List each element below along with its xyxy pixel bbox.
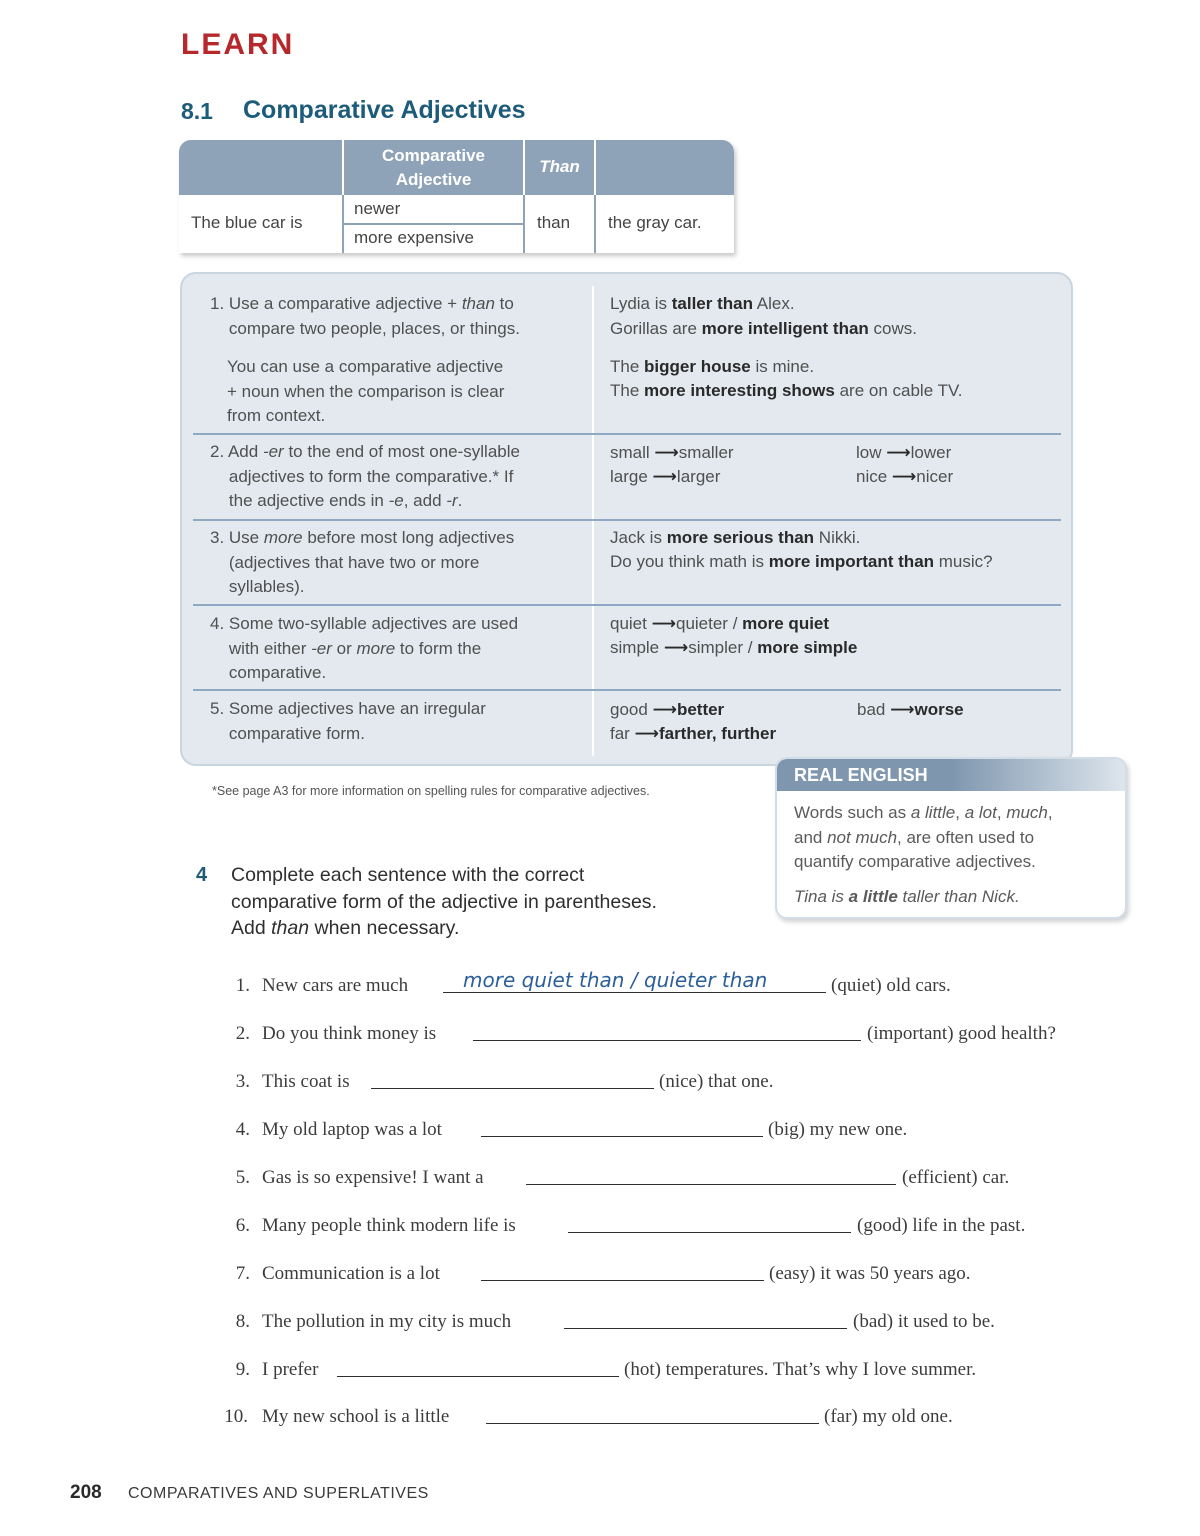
real-english-title: REAL ENGLISH [794, 765, 928, 785]
item-text-before: I prefer [262, 1359, 319, 1380]
chart-comparative-2: more expensive [354, 228, 475, 247]
answer-blank-9[interactable] [337, 1376, 619, 1377]
chart-object: the gray car. [608, 213, 702, 232]
chart-header-comparative: Comparative Adjective [382, 146, 485, 189]
item-number: 1. [235, 975, 250, 996]
rule-2: 2. Add -er to the end of most one-syllable adjectives to form the comparative.* If the adjective ends in -e, add -r. [210, 442, 520, 510]
answer-blank-10[interactable] [486, 1423, 819, 1424]
example-2-small: small ⟶smaller [610, 443, 734, 463]
item-text-after: (nice) that one. [659, 1071, 774, 1092]
section-title: Comparative Adjectives [243, 96, 526, 124]
answer-blank-6[interactable] [568, 1232, 851, 1233]
rule-1: 1. Use a comparative adjective + than to compare two people, places, or things. [210, 294, 520, 338]
item-text-before: Gas is so expensive! I want a [262, 1167, 484, 1188]
example-2-large: large ⟶larger [610, 467, 721, 487]
rule-1b: You can use a comparative adjective + noun when the comparison is clear from context. [227, 357, 505, 425]
rule-4: 4. Some two-syllable adjectives are used with either -er or more to form the comparative. [210, 614, 519, 682]
item-number: 7. [235, 1263, 250, 1284]
rule-3: 3. Use more before most long adjectives (adjectives that have two or more syllables). [210, 528, 515, 596]
exercise-number: 4 [196, 864, 208, 886]
item-number: 3. [235, 1071, 250, 1092]
item-text-before: My old laptop was a lot [262, 1119, 442, 1140]
example-1c: The bigger house is mine. [610, 357, 815, 376]
example-1d: The more interesting shows are on cable TV. [610, 381, 963, 400]
answer-blank-5[interactable] [526, 1184, 896, 1185]
item-text-before: Communication is a lot [262, 1263, 440, 1284]
rule-5: 5. Some adjectives have an irregular comparative form. [210, 699, 486, 743]
item-number: 2. [235, 1023, 250, 1044]
item-text-before: Do you think money is [262, 1023, 437, 1044]
item-text-after: (quiet) old cars. [831, 975, 951, 996]
item-text-before: Many people think modern life is [262, 1215, 516, 1236]
section-number: 8.1 [181, 98, 213, 124]
item-text-after: (easy) it was 50 years ago. [769, 1263, 971, 1284]
example-1b: Gorillas are more intelligent than cows. [610, 319, 918, 338]
example-2-nice: nice ⟶nicer [856, 467, 954, 487]
answer-blank-1[interactable] [443, 992, 826, 993]
item-text-before: This coat is [262, 1071, 350, 1092]
item-text-after: (hot) temperatures. That’s why I love summer. [624, 1359, 977, 1380]
exercise-instructions: Complete each sentence with the correct comparative form of the adjective in parentheses. Add than when necessary. [231, 864, 657, 939]
answer-handwritten-1: more quiet than / quieter than [463, 968, 768, 992]
item-text-before: New cars are much [262, 975, 409, 996]
answer-blank-4[interactable] [481, 1136, 763, 1137]
example-4-simple: simple ⟶simpler / more simple [610, 638, 858, 658]
page-section-title: COMPARATIVES AND SUPERLATIVES [128, 1485, 429, 1502]
example-5-far: far ⟶farther, further [610, 724, 777, 744]
chart-than: than [537, 213, 571, 232]
answer-blank-2[interactable] [473, 1040, 861, 1041]
item-text-after: (efficient) car. [902, 1167, 1010, 1188]
answer-blank-3[interactable] [371, 1088, 654, 1089]
learn-heading: LEARN [181, 28, 295, 61]
item-text-before: The pollution in my city is much [262, 1311, 512, 1332]
grammar-notes-box [180, 272, 1073, 766]
example-5-bad: bad ⟶worse [857, 700, 964, 720]
real-english-text: Words such as a little, a lot, much, and not much, are often used to quantify comparative adjectives. [794, 803, 1053, 871]
example-4-quiet: quiet ⟶quieter / more quiet [610, 614, 830, 634]
grammar-chart [179, 140, 734, 253]
example-3a: Jack is more serious than Nikki. [610, 528, 861, 547]
item-text-after: (good) life in the past. [857, 1215, 1026, 1236]
item-number: 9. [235, 1359, 250, 1380]
chart-comparative-1: newer [354, 199, 401, 218]
real-english-example: Tina is a little taller than Nick. [794, 887, 1020, 906]
item-text-after: (bad) it used to be. [853, 1311, 995, 1332]
item-text-after: (important) good health? [867, 1023, 1056, 1044]
example-2-low: low ⟶lower [856, 443, 952, 463]
page-number: 208 [70, 1482, 102, 1503]
example-5-good: good ⟶better [610, 700, 725, 720]
item-number: 4. [235, 1119, 250, 1140]
item-number: 8. [235, 1311, 250, 1332]
item-text-after: (far) my old one. [824, 1406, 953, 1427]
item-number: 10. [224, 1406, 248, 1427]
answer-blank-7[interactable] [481, 1280, 764, 1281]
item-number: 5. [235, 1167, 250, 1188]
chart-subject: The blue car is [191, 213, 303, 232]
example-3b: Do you think math is more important than music? [610, 552, 993, 571]
item-text-after: (big) my new one. [768, 1119, 908, 1140]
item-number: 6. [235, 1215, 250, 1236]
item-text-before: My new school is a little [262, 1406, 450, 1427]
chart-header-than: Than [539, 157, 580, 176]
example-1a: Lydia is taller than Alex. [610, 294, 795, 313]
footnote: *See page A3 for more information on spelling rules for comparative adjectives. [212, 784, 650, 798]
answer-blank-8[interactable] [564, 1328, 847, 1329]
real-english-box [775, 757, 1127, 919]
